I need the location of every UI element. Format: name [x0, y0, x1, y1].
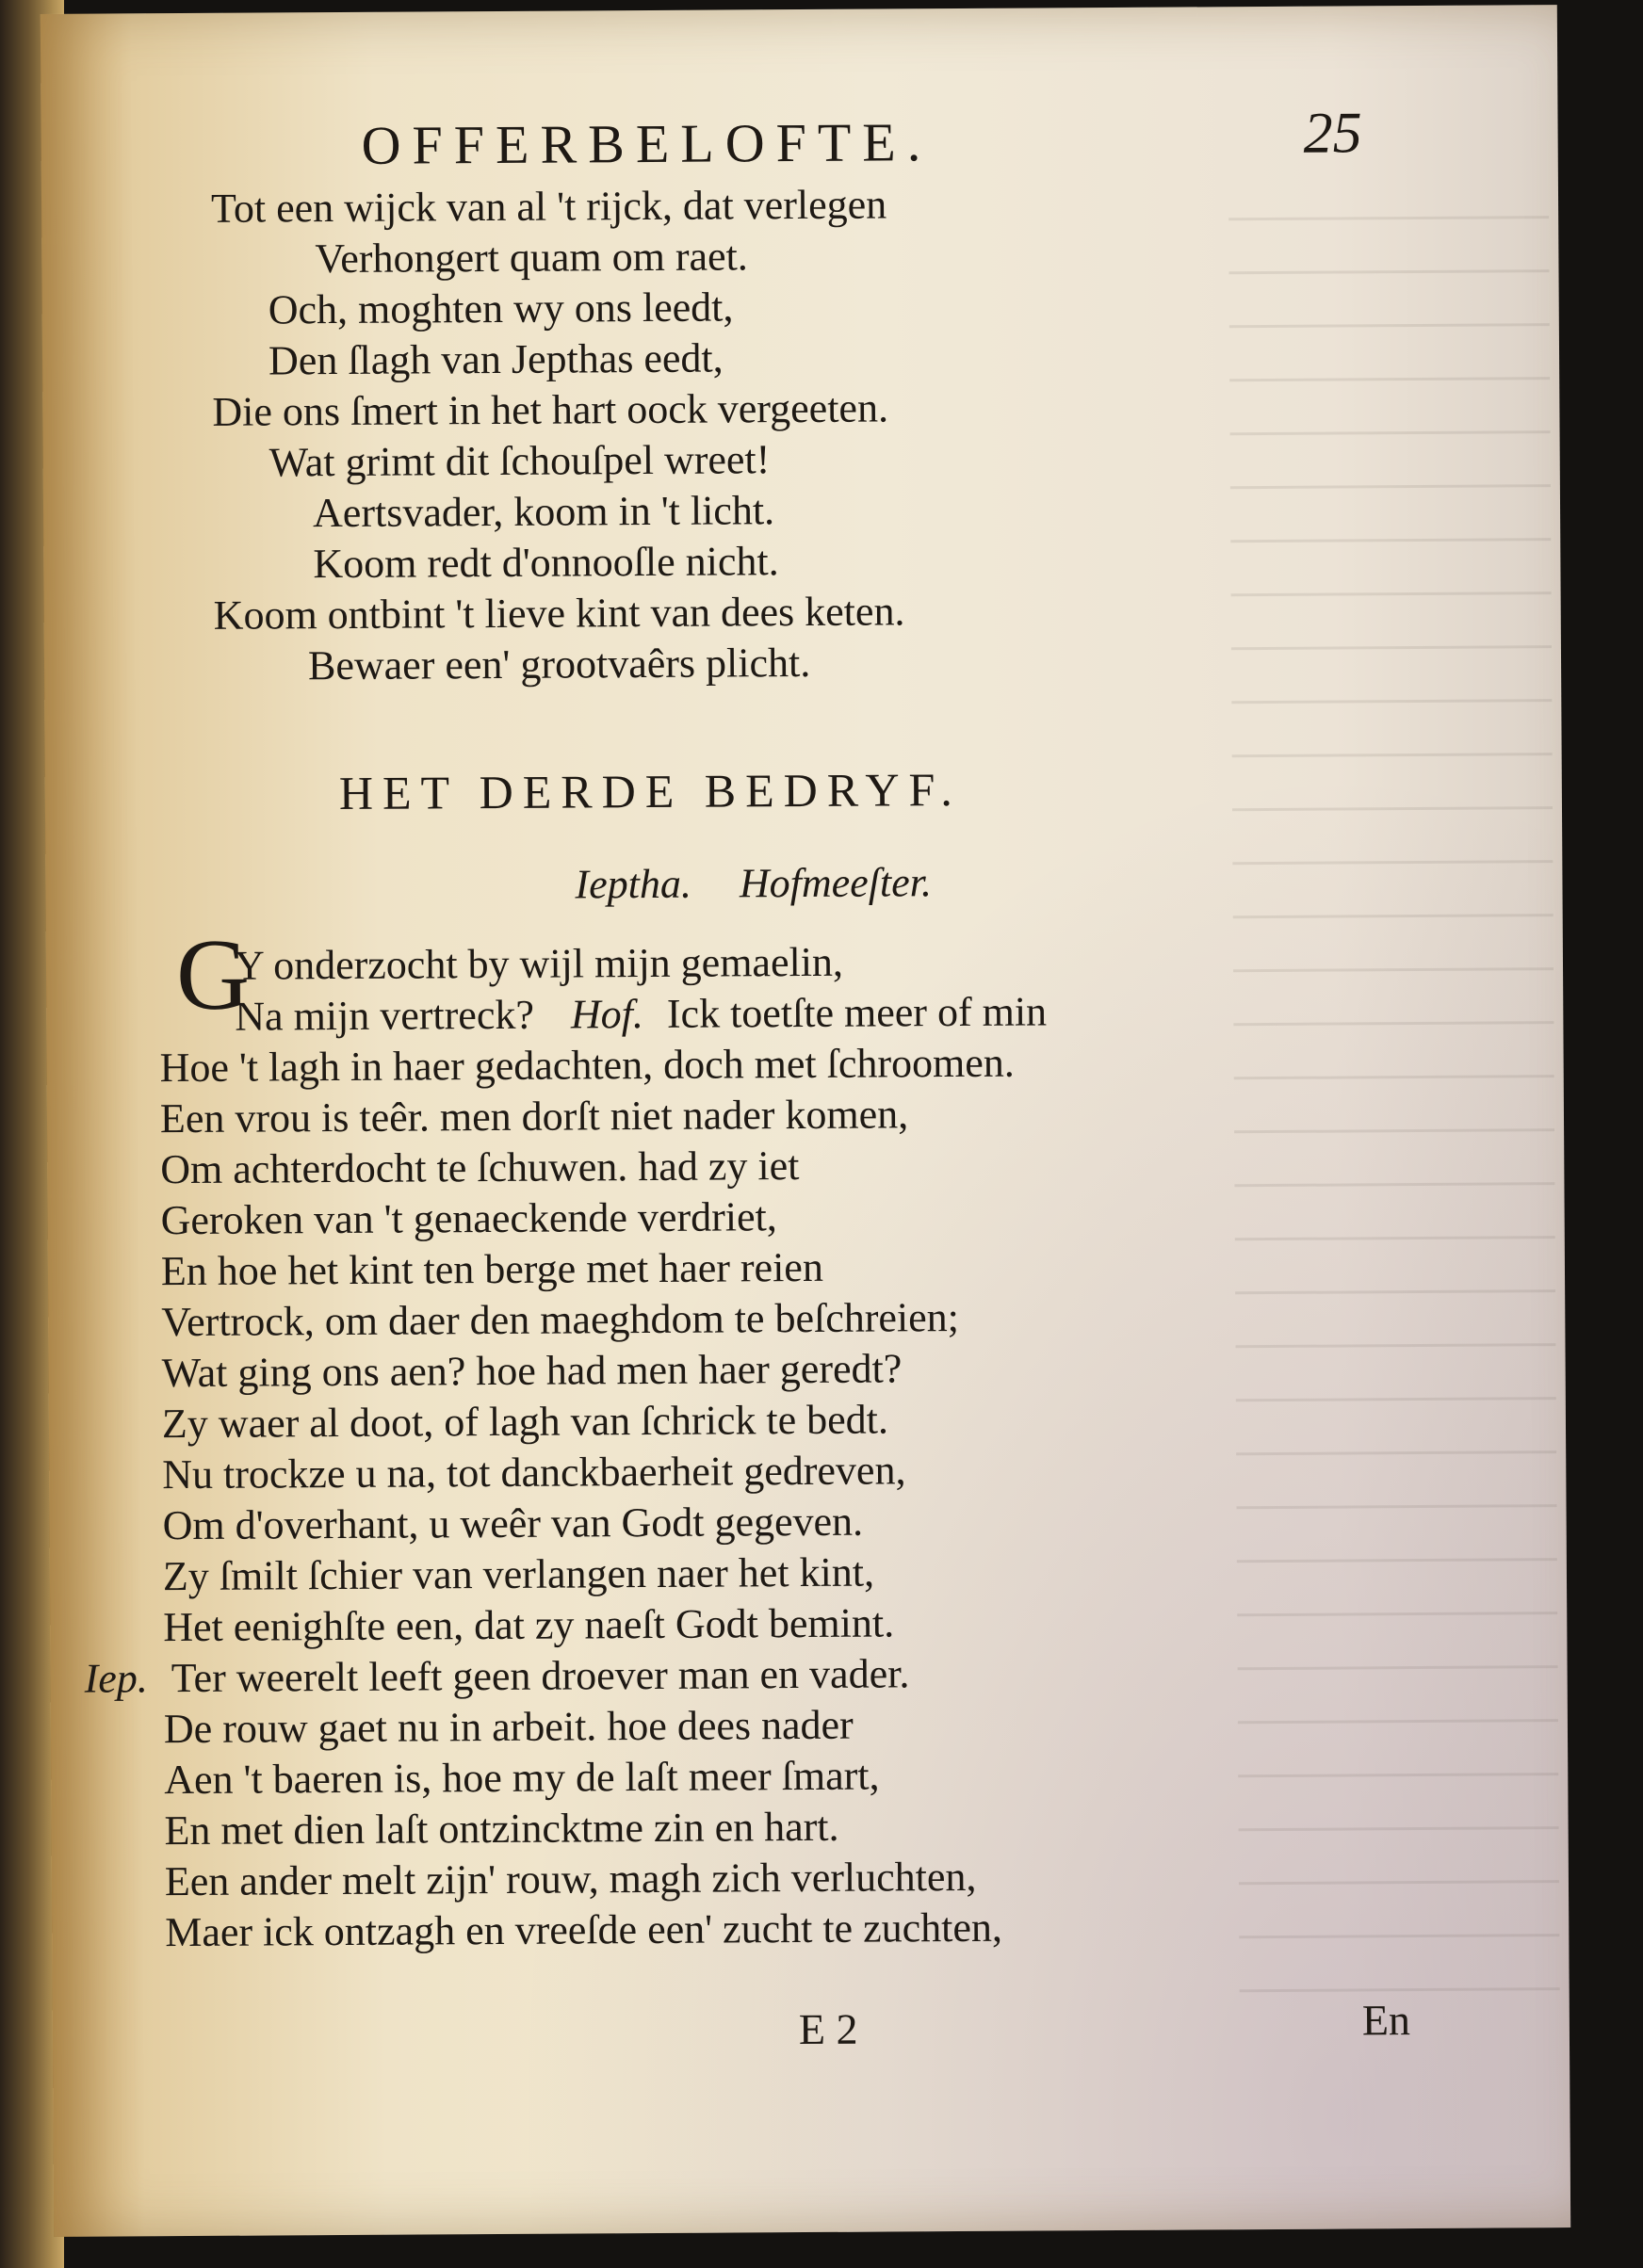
dialogue-line: Nu trockze u na, tot danckbaerheit gedreven,	[162, 1447, 906, 1498]
verse-line: Wat grimt dit ſchouſpel wreet!	[268, 436, 771, 486]
dialogue-line: De rouw gaet nu in arbeit. hoe dees nader	[163, 1701, 854, 1753]
verse-line: Tot een wijck van al 't rijck, dat verlegen	[210, 181, 887, 232]
dialogue-line: Een vrou is teêr. men dorſt niet nader komen,	[159, 1091, 909, 1142]
verse-line: Verhongert quam om raet.	[315, 233, 748, 283]
speaker-name: Ieptha.	[575, 860, 692, 908]
dialogue-text: Ick toetſte meer of min	[666, 988, 1048, 1037]
running-head: OFFERBELOFTE.	[361, 111, 933, 176]
verse-line: Koom redt d'onnooſle nicht.	[313, 538, 779, 588]
speaker-name: Hofmeeſter.	[739, 859, 933, 907]
verse-line: Koom ontbint 't lieve kint van dees keten.	[213, 588, 905, 639]
speaker-abbrev: Iep.	[84, 1655, 148, 1702]
catchword: En	[1361, 1996, 1411, 2045]
dialogue-text: Na mijn vertreck?	[235, 991, 535, 1040]
scene-speakers	[575, 858, 969, 909]
verse-line: Bewaer een' grootvaêrs plicht.	[307, 639, 811, 689]
dialogue-line: Maer ick ontzagh en vreeſde een' zucht te zuchten,	[165, 1904, 1003, 1956]
dialogue-line: Geroken van 't genaeckende verdriet,	[160, 1193, 777, 1244]
verse-line: Die ons ſmert in het hart oock vergeeten.	[212, 384, 889, 435]
dialogue-line: Wat ging ons aen? hoe had men haer geredt?	[161, 1345, 903, 1397]
act-heading: HET DERDE BEDRYF.	[338, 762, 962, 820]
signature-mark: E 2	[798, 2004, 858, 2054]
dialogue-line: Om d'overhant, u weêr van Godt gegeven.	[162, 1498, 864, 1549]
drop-cap: G	[175, 918, 251, 1032]
verso-show-through	[1228, 165, 1598, 1956]
page-number: 25	[1303, 101, 1362, 166]
dialogue-line: Y onderzocht by wijl mijn gemaelin,	[234, 938, 844, 989]
dialogue-line	[84, 1649, 909, 1702]
dialogue-line: Om achterdocht te ſchuwen. had zy iet	[160, 1142, 800, 1193]
dialogue-line: Zy waer al doot, of lagh van ſchrick te bedt.	[161, 1396, 889, 1448]
dialogue-line: En met dien laſt ontzincktme zin en hart.	[164, 1803, 839, 1855]
verse-line: Och, moghten wy ons leedt,	[268, 284, 734, 333]
verse-line: Aertsvader, koom in 't licht.	[312, 487, 775, 537]
dialogue-line: Hoe 't lagh in haer gedachten, doch met ſchroomen.	[159, 1039, 1015, 1092]
dialogue-text: Ter weerelt leeft geen droever man en vader.	[171, 1650, 910, 1702]
dialogue-line: Vertrock, om daer den maeghdom te beſchreien;	[161, 1294, 960, 1346]
dialogue-line: Een ander melt zijn' rouw, magh zich verluchten,	[164, 1853, 977, 1905]
dialogue-line	[235, 987, 1047, 1040]
dialogue-line: Zy ſmilt ſchier van verlangen naer het kint,	[162, 1548, 875, 1600]
verse-line: Den ſlagh van Jepthas eedt,	[268, 334, 724, 384]
book-page	[41, 5, 1570, 2237]
speaker-abbrev: Hof.	[570, 991, 644, 1038]
dialogue-line: Aen 't baeren is, hoe my de laſt meer ſmart,	[164, 1752, 880, 1804]
dialogue-line: En hoe het kint ten berge met haer reien	[160, 1243, 824, 1295]
dialogue-line: Het eenighſte een, dat zy naeſt Godt bemint.	[163, 1599, 895, 1651]
